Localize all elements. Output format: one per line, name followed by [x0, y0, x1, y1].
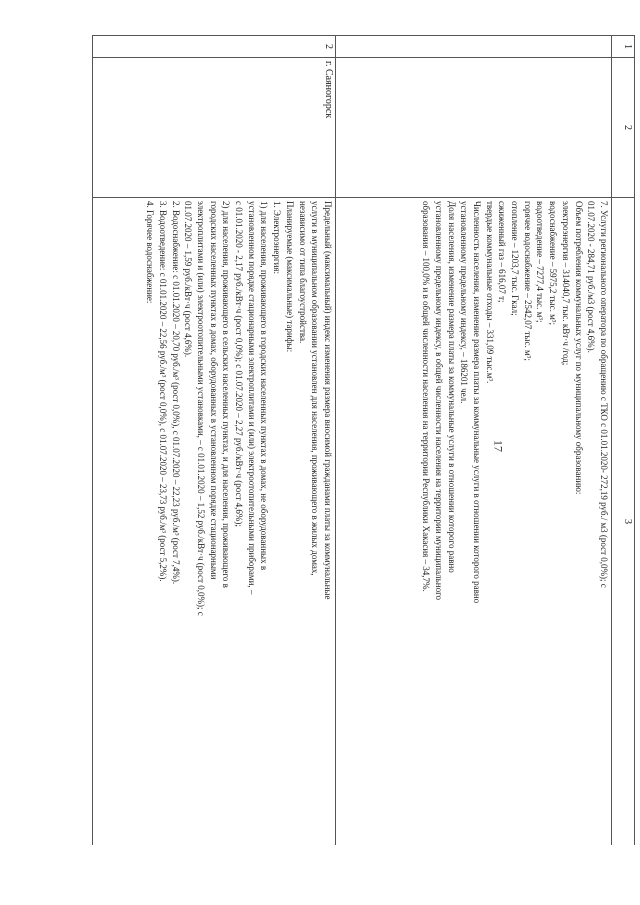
text-line: образования – 100,0% и в общей численности населения на территории Республики Хакасия – 34,7%. — [421, 201, 432, 592]
text-line: сжиженный газ – 616,07 т; — [497, 201, 508, 303]
text-line: горячее водоснабжение – 2542,07 тыс. м³; — [522, 201, 533, 361]
table-row — [93, 36, 336, 846]
text-line: установленном порядке стационарными электроплитами и (или) электроотопительными приборами, – — [246, 201, 257, 595]
municipality-name — [336, 58, 612, 198]
rotated-page — [90, 35, 635, 845]
text-line: 01.07.2020 – 1,59 руб./кВт·ч (рост 4,6%). — [183, 201, 194, 358]
text-line: 01.07.2020 - 284,71 руб./м3 (рост 4,6%). — [586, 201, 597, 353]
text-line: установленному предельному индексу, – 186201 чел. — [459, 201, 470, 404]
header-cell-3: 3 — [612, 198, 635, 846]
row-description — [336, 198, 612, 846]
text-line: услуги в муниципальном образовании установлен для населения, проживающего в жилых домах, — [310, 201, 321, 576]
text-line: 1. Электроэнергия: — [272, 201, 283, 275]
text-line: городских населенных пунктах в домах, оборудованных в установленном порядке стационарными — [208, 201, 219, 580]
text-line: 7. Услуги регионального оператора по обращению с ТКО с 01.01.2020- 272,19 руб./ м3 (рост 0,0%); с — [599, 201, 609, 588]
text-line: Предельный (максимальный) индекс изменения размера вносимой гражданами платы за коммунальные — [323, 201, 333, 600]
table-row — [336, 36, 612, 846]
row-number — [336, 36, 612, 58]
tariff-table — [92, 35, 635, 845]
text-line: 3. Водоотведение: с 01.01.2020 – 22,56 руб./м³ (рост 0,0%), с 01.07.2020 – 23,73 руб./м³ (рост 5,2%). — [157, 201, 168, 582]
municipality-name: г. Саяногорск — [93, 58, 336, 198]
text-line: Планируемые (максимальные) тарифы: — [284, 201, 295, 353]
header-cell-2: 2 — [612, 58, 635, 198]
text-line: водоотведение – 7277,4 тыс. м³; — [535, 201, 546, 323]
page-number: 17 — [491, 440, 506, 452]
text-line: установленному предельному индексу, в общей численности населения на территории муниципального — [433, 201, 444, 601]
text-line: с 01.01.2020 - 2,17 руб./кВт·ч (рост 0,0%); с 01.07.2020 – 2,27 руб./кВт·ч (рост 4,6%); — [234, 201, 245, 527]
row-number: 2 — [93, 36, 336, 58]
text-line: независимо от типа благоустройства. — [297, 201, 308, 344]
text-line: Численность населения, изменение размера платы за коммунальные услуги в отношении которого равно — [471, 201, 482, 604]
text-line: 4. Горячее водоснабжение: — [145, 201, 156, 304]
row-description — [93, 198, 336, 846]
table-stage — [90, 35, 635, 845]
text-line: водоснабжение – 5975,2 тыс. м³; — [548, 201, 559, 325]
text-line: электроплитами и (или) электроотопительными установками, – с 01.01.2020 – 1,52 руб./кВт·ч (рост 0,0%); с — [195, 201, 206, 616]
text-line: 1) для населения, проживающего в городских населенных пунктах в домах, не оборудованных в — [259, 201, 270, 571]
text-line: 2) для населения, проживающего в сельских населенных пунктах, и для населения, проживающего в — [221, 201, 232, 588]
text-line: Доля населения, изменение размера платы за коммунальные услуги в отношении которого равно — [446, 201, 457, 573]
text-line: электроэнергия – 314040,7 тыс. кВт·ч /год; — [560, 201, 571, 366]
header-cell-1: 1 — [612, 36, 635, 58]
text-line: твердые коммунальные отходы – 331,09 тыс.м³. — [484, 201, 495, 384]
table-header-row — [612, 36, 635, 846]
text-line: 2. Водоснабжение: с 01.01.2020 – 20,70 руб./м³ (рост 0,0%), с 01.07.2020 – 22,23 руб./м³ (рост 7,4%). — [170, 201, 181, 585]
text-line: Объем потребления коммунальных услуг по муниципальному образованию: — [573, 201, 584, 495]
text-line: отопление – 1203,7 тыс. Гкал; — [510, 201, 521, 316]
